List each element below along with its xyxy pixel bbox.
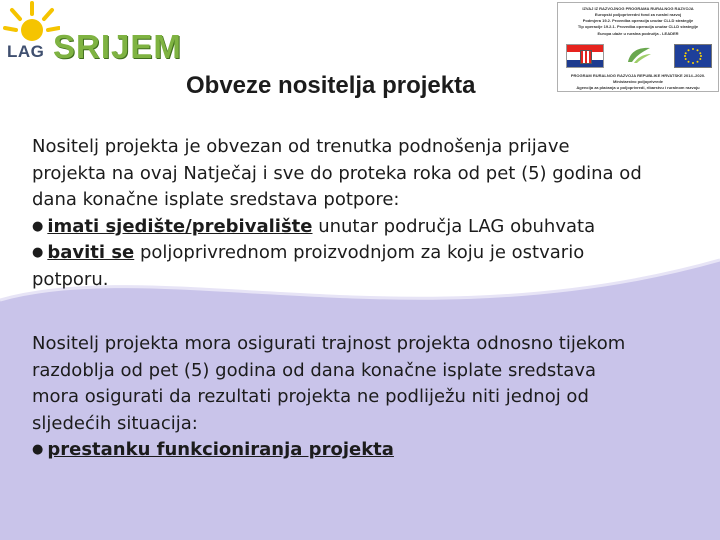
leader-logo-icon bbox=[624, 44, 654, 66]
text-line: Nositelj projekta je obvezan od trenutka podnošenja prijave bbox=[32, 136, 570, 157]
text-line: razdoblja od pet (5) godina od dana konačne isplate sredstava bbox=[32, 359, 597, 381]
bullet-icon: ● bbox=[32, 218, 44, 234]
list-item-text: poljoprivrednom proizvodnjom za koju je ostvario bbox=[134, 242, 585, 263]
bullet-icon: ● bbox=[32, 245, 44, 260]
paragraph-durability bbox=[32, 331, 702, 464]
sponsor-line: Europski poljoprivredni fond za ruralni razvoj bbox=[594, 12, 682, 17]
sponsor-line: Europa ulaže u ruralna područja - LEADER bbox=[597, 31, 679, 36]
list-item bbox=[32, 437, 702, 464]
sponsor-line: Podmjera 19.2. Provedba operacija unutar CLLD strategije bbox=[582, 18, 694, 23]
slide-title: Obveze nositelja projekta bbox=[186, 72, 476, 99]
paragraph-obligations bbox=[32, 134, 702, 293]
text-line: dana konačne isplate sredstava potpore: bbox=[32, 189, 400, 210]
list-item-bold: prestanku funkcioniranja projekta bbox=[47, 439, 394, 460]
logo-name: SRIJEM bbox=[53, 28, 182, 65]
text-line: projekta na ovaj Natječaj i sve do proteka roka od pet (5) godina od bbox=[32, 162, 642, 184]
bullet-icon: ● bbox=[32, 442, 44, 457]
sponsor-flags bbox=[562, 42, 714, 69]
list-item bbox=[32, 214, 702, 241]
sun-icon bbox=[0, 0, 60, 45]
text-line: Nositelj projekta mora osigurati trajnost projekta odnosno tijekom bbox=[32, 333, 626, 354]
list-item-bold: imati sjedište/prebivalište bbox=[47, 215, 313, 237]
sponsor-bottom-line: Agencija za plaćanja u poljoprivredi, ribarstvu i ruralnom razvoju bbox=[576, 85, 700, 90]
list-item-text: unutar područja LAG obuhvata bbox=[312, 215, 596, 237]
list-item-bold: baviti se bbox=[47, 242, 135, 263]
sponsor-line: Tip operacije 19.2.1. Provedba operacija unutar CLLD strategije bbox=[577, 24, 699, 29]
slide-content bbox=[32, 134, 702, 464]
lag-srijem-logo bbox=[0, 0, 182, 66]
sponsor-bottom-line: Ministarstvo poljoprivrede bbox=[612, 79, 663, 84]
text-line: mora osigurati da rezultati projekta ne podliježu niti jednoj od bbox=[32, 386, 589, 407]
sponsor-banner bbox=[557, 2, 719, 92]
text-line: sljedećih situacija: bbox=[32, 412, 198, 434]
text-line: potporu. bbox=[32, 268, 109, 290]
list-item bbox=[32, 240, 702, 267]
logo-prefix: LAG bbox=[7, 42, 45, 61]
sponsor-bottom-line: PROGRAM RURALNOG RAZVOJA REPUBLIKE HRVATSKE 2014.-2020. bbox=[570, 73, 706, 78]
sponsor-line: IZVAJ IZ RAZVOJNOG PROGRAMA RURALNOG RAZVOJA bbox=[582, 6, 694, 11]
eu-flag-icon bbox=[674, 44, 712, 68]
croatia-flag-icon bbox=[566, 44, 604, 68]
